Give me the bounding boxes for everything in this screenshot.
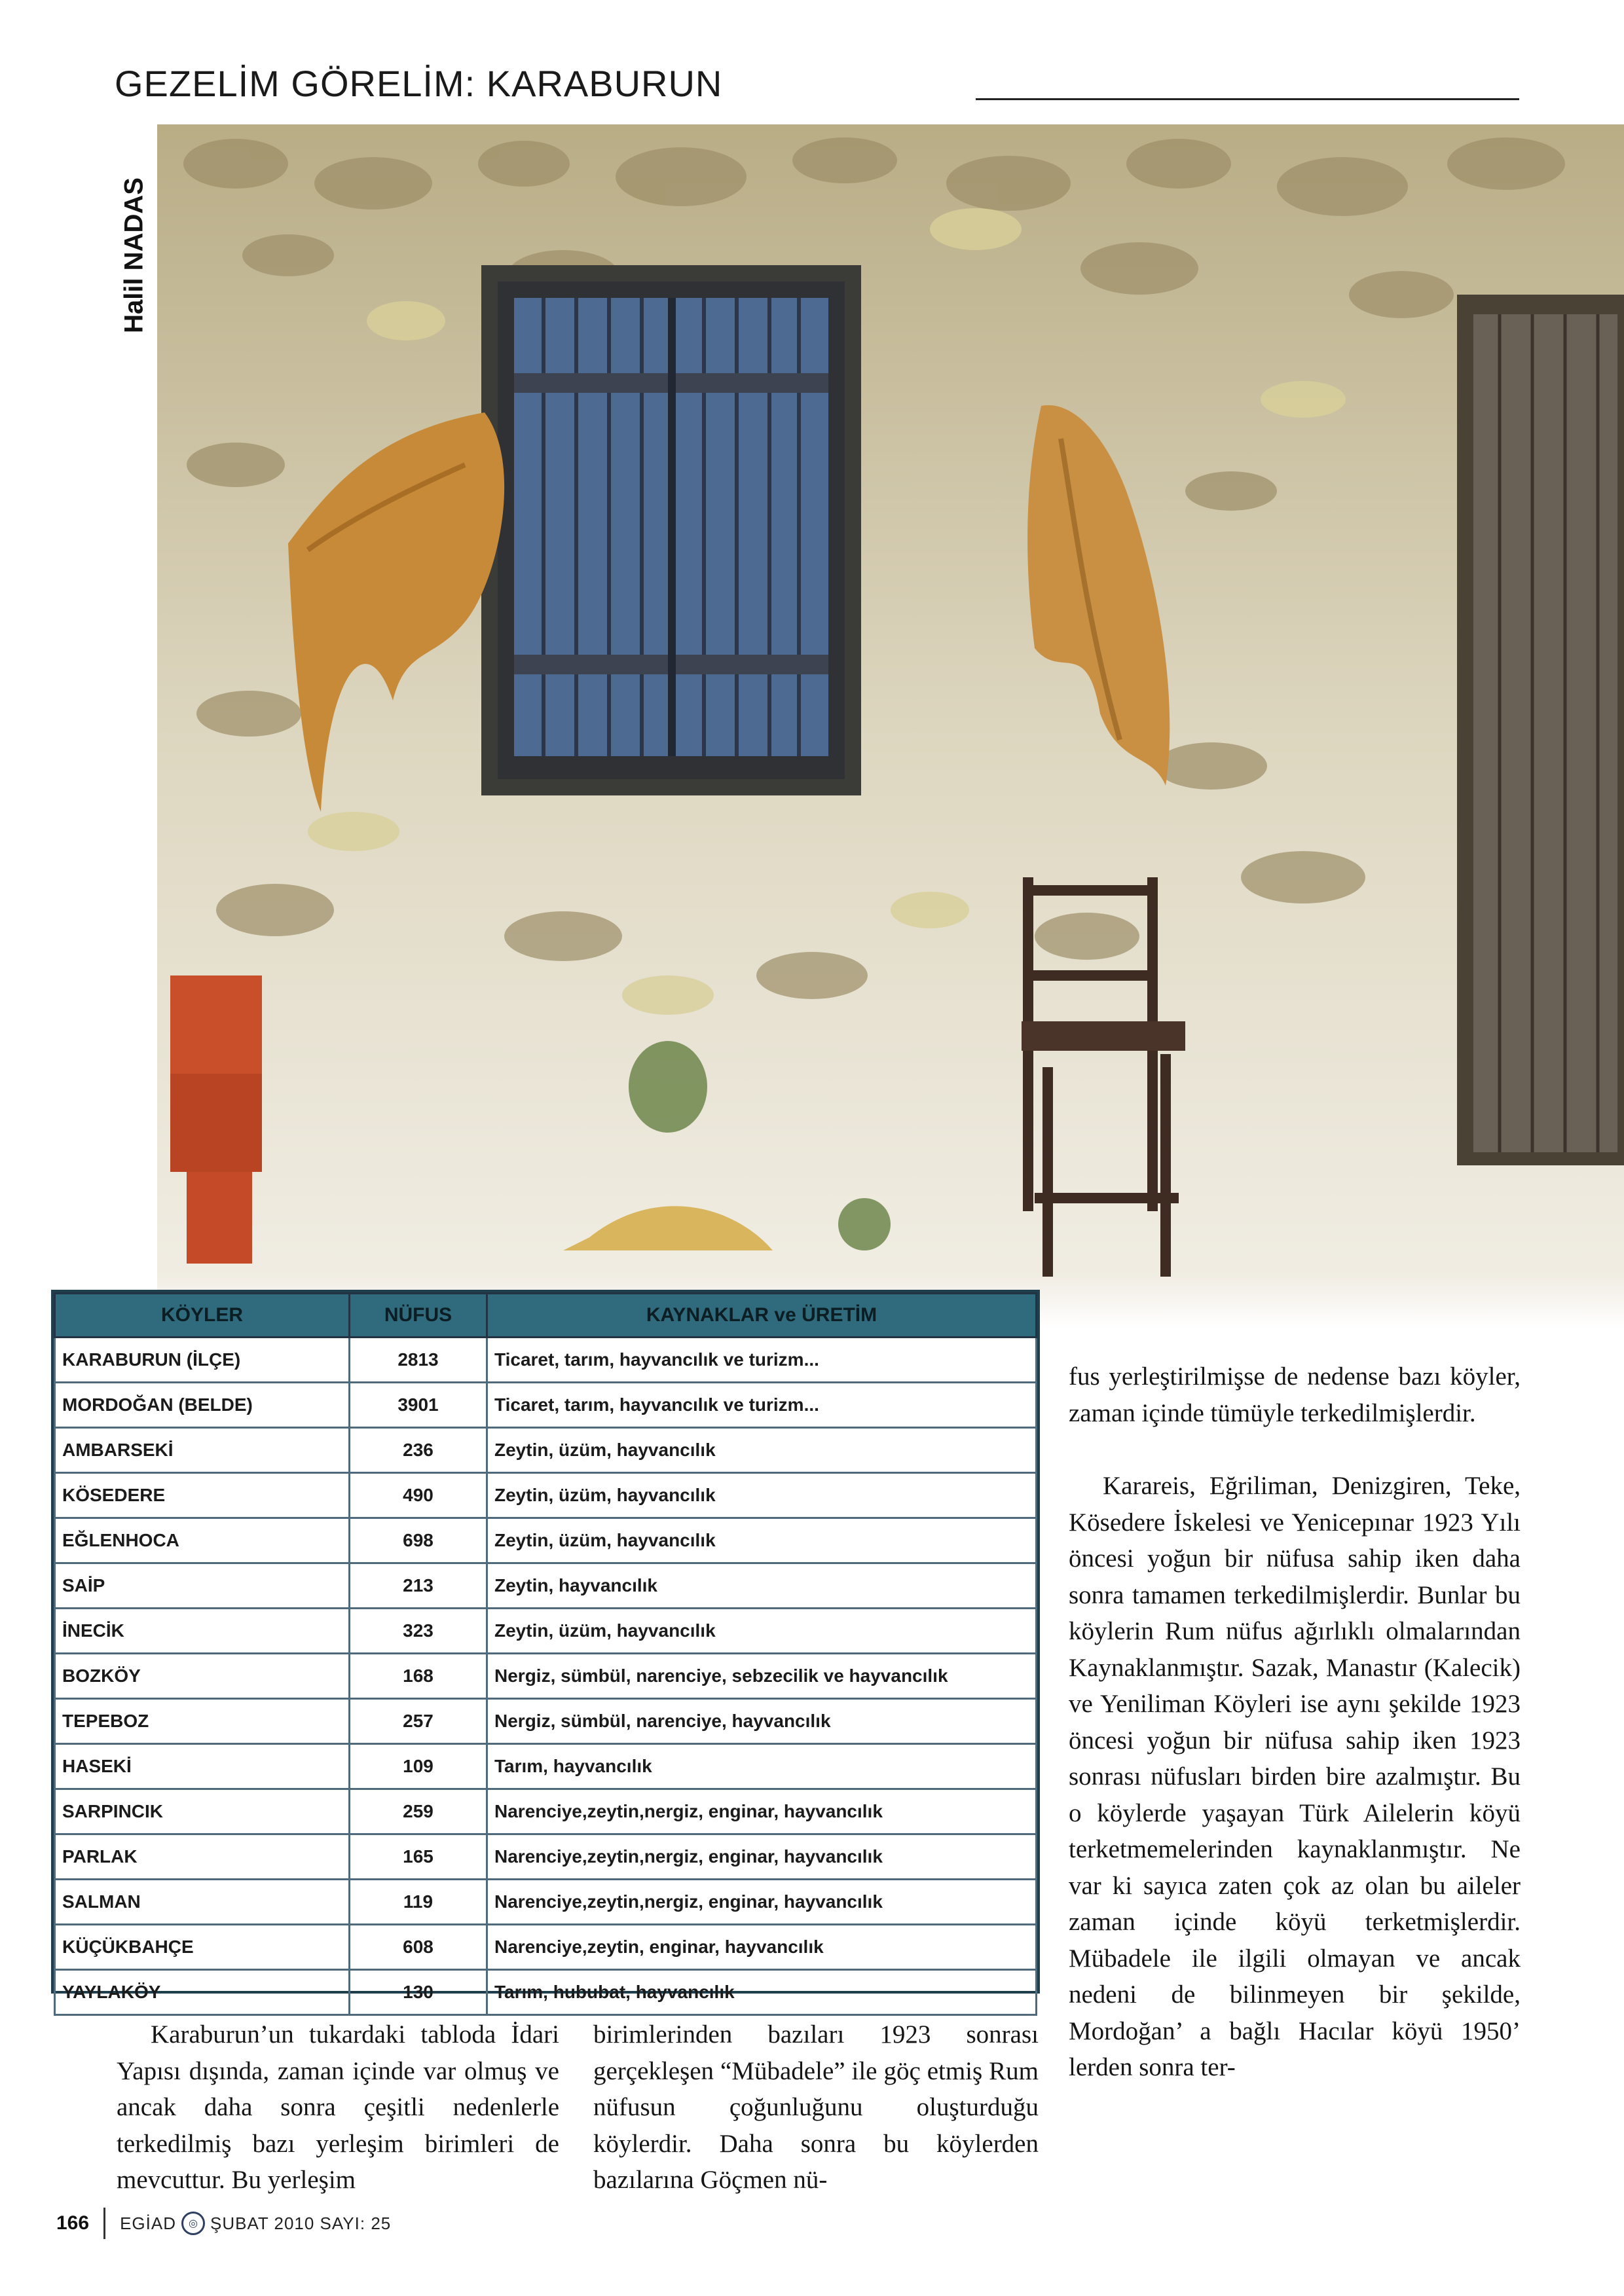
population-cell: 323 — [350, 1609, 487, 1654]
column-3-paragraph-2: Karareis, Eğriliman, Denizgiren, Teke, Kösedere İskelesi ve Yenicepınar 1923 Yılı öncesi yoğun bir nüfusa sahip iken daha sonra tamamen terkedilmişlerdir. Bunlar bu köylerin Rum nüfus ağırlıklı olmalarından Kaynaklanmıştır. Sazak, Manastır (Kalecik) ve Yeniliman Köyleri ise aynı şekilde 1923 öncesi yoğun bir nüfusa sahip iken 1923 sonrası nüfusları birden bire azalmıştır. Bu o köylerde yaşayan Türk Ailelerin köyü terketmemelerinden kaynaklanmıştır. Ne var ki sayıca zaten çok az olan bu aileler zaman içinde köyü terketmişlerdir. Mübadele ile ilgili olmayan ve ancak nedeni de bilinmeyen bir şekilde, Mordoğan’ a bağlı Hacılar köyü 1950’ lerden sonra ter- — [1069, 1472, 1521, 2081]
population-cell: 608 — [350, 1925, 487, 1970]
column-header-villages: KÖYLER — [55, 1294, 350, 1338]
column-2-paragraph: birimlerinden bazıları 1923 sonrası gerçekleşen “Mübadele” ile göç etmiş Rum nüfusun çoğunluğunu oluşturduğu köylerdir. Daha sonra bu köylerden bazılarına Göçmen nü- — [593, 2020, 1039, 2194]
table-row — [55, 1563, 1037, 1609]
village-name-cell: EĞLENHOCA — [55, 1518, 350, 1563]
resources-cell: Tarım, hayvancılık — [487, 1744, 1037, 1789]
village-name-cell: KÖSEDERE — [55, 1473, 350, 1518]
footer-issue: ŞUBAT 2010 SAYI: 25 — [210, 2213, 392, 2233]
resources-cell: Zeytin, üzüm, hayvancılık — [487, 1518, 1037, 1563]
resources-cell: Ticaret, tarım, hayvancılık ve turizm... — [487, 1338, 1037, 1383]
resources-cell: Zeytin, üzüm, hayvancılık — [487, 1609, 1037, 1654]
population-cell: 698 — [350, 1518, 487, 1563]
village-name-cell: YAYLAKÖY — [55, 1970, 350, 2015]
resources-cell: Nergiz, sümbül, narenciye, hayvancılık — [487, 1699, 1037, 1744]
village-name-cell: SALMAN — [55, 1880, 350, 1925]
header-rule — [976, 98, 1519, 100]
village-name-cell: TEPEBOZ — [55, 1699, 350, 1744]
table-header-row — [55, 1294, 1037, 1338]
resources-cell: Narenciye,zeytin,nergiz, enginar, hayvancılık — [487, 1834, 1037, 1880]
population-cell: 2813 — [350, 1338, 487, 1383]
population-cell: 259 — [350, 1789, 487, 1834]
author-name: Halil NADAS — [119, 177, 149, 333]
village-name-cell: KÜÇÜKBAHÇE — [55, 1925, 350, 1970]
column-header-population: NÜFUS — [350, 1294, 487, 1338]
resources-cell: Zeytin, hayvancılık — [487, 1563, 1037, 1609]
population-cell: 236 — [350, 1428, 487, 1473]
population-cell: 490 — [350, 1473, 487, 1518]
resources-cell: Zeytin, üzüm, hayvancılık — [487, 1428, 1037, 1473]
author-byline — [111, 164, 157, 347]
population-cell: 119 — [350, 1880, 487, 1925]
resources-cell: Zeytin, üzüm, hayvancılık — [487, 1473, 1037, 1518]
article-column-2 — [593, 2016, 1039, 2198]
resources-cell: Narenciye,zeytin,nergiz, enginar, hayvancılık — [487, 1880, 1037, 1925]
village-name-cell: MORDOĞAN (BELDE) — [55, 1383, 350, 1428]
table-row — [55, 1699, 1037, 1744]
table-row — [55, 1383, 1037, 1428]
column-1-paragraph: Karaburun’un tukardaki tabloda İdari Yapısı dışında, zaman içinde var olmuş ve ancak daha sonra çeşitli nedenlerle terkedilmiş bazı yerleşim birimleri de mevcuttur. Bu yerleşim — [117, 2020, 559, 2194]
footer-divider — [103, 2208, 105, 2239]
table-row — [55, 1970, 1037, 2015]
article-column-1 — [117, 2016, 559, 2198]
resources-cell: Nergiz, sümbül, narenciye, sebzecilik ve hayvancılık — [487, 1654, 1037, 1699]
page-number: 166 — [56, 2212, 90, 2234]
village-name-cell: KARABURUN (İLÇE) — [55, 1338, 350, 1383]
table-row — [55, 1473, 1037, 1518]
population-cell: 168 — [350, 1654, 487, 1699]
village-name-cell: HASEKİ — [55, 1744, 350, 1789]
resources-cell: Tarım, hububat, hayvancılık — [487, 1970, 1037, 2015]
footer-brand: EGİAD — [120, 2213, 176, 2233]
resources-cell: Narenciye,zeytin, enginar, hayvancılık — [487, 1925, 1037, 1970]
page-footer — [56, 2208, 391, 2239]
table-row — [55, 1925, 1037, 1970]
table-row — [55, 1834, 1037, 1880]
population-cell: 3901 — [350, 1383, 487, 1428]
table-row — [55, 1789, 1037, 1834]
table-row — [55, 1518, 1037, 1563]
population-cell: 130 — [350, 1970, 487, 2015]
table-row — [55, 1338, 1037, 1383]
column-header-resources: KAYNAKLAR ve ÜRETİM — [487, 1294, 1037, 1338]
page-title: GEZELİM GÖRELİM: KARABURUN — [115, 63, 723, 104]
resources-cell: Narenciye,zeytin,nergiz, enginar, hayvancılık — [487, 1789, 1037, 1834]
village-name-cell: SARPINCIK — [55, 1789, 350, 1834]
article-column-3 — [1069, 1358, 1521, 2086]
villages-table-panel — [51, 1290, 1040, 2002]
population-cell: 109 — [350, 1744, 487, 1789]
population-cell: 165 — [350, 1834, 487, 1880]
feature-photo — [157, 124, 1624, 1329]
table-row — [55, 1744, 1037, 1789]
village-name-cell: AMBARSEKİ — [55, 1428, 350, 1473]
table-body — [55, 1338, 1037, 2015]
table-row — [55, 1609, 1037, 1654]
stone-wall-photo — [157, 124, 1624, 1329]
egiad-logo-icon: ◎ — [181, 2212, 205, 2235]
table-row — [55, 1880, 1037, 1925]
village-name-cell: SAİP — [55, 1563, 350, 1609]
population-cell: 257 — [350, 1699, 487, 1744]
village-name-cell: PARLAK — [55, 1834, 350, 1880]
population-cell: 213 — [350, 1563, 487, 1609]
resources-cell: Ticaret, tarım, hayvancılık ve turizm... — [487, 1383, 1037, 1428]
village-name-cell: BOZKÖY — [55, 1654, 350, 1699]
table-row — [55, 1654, 1037, 1699]
village-name-cell: İNECİK — [55, 1609, 350, 1654]
villages-table — [54, 1292, 1037, 2016]
table-row — [55, 1428, 1037, 1473]
column-3-paragraph-1: fus yerleştirilmişse de nedense bazı köyler, zaman içinde tümüyle terkedilmişlerdir. — [1069, 1362, 1521, 1427]
